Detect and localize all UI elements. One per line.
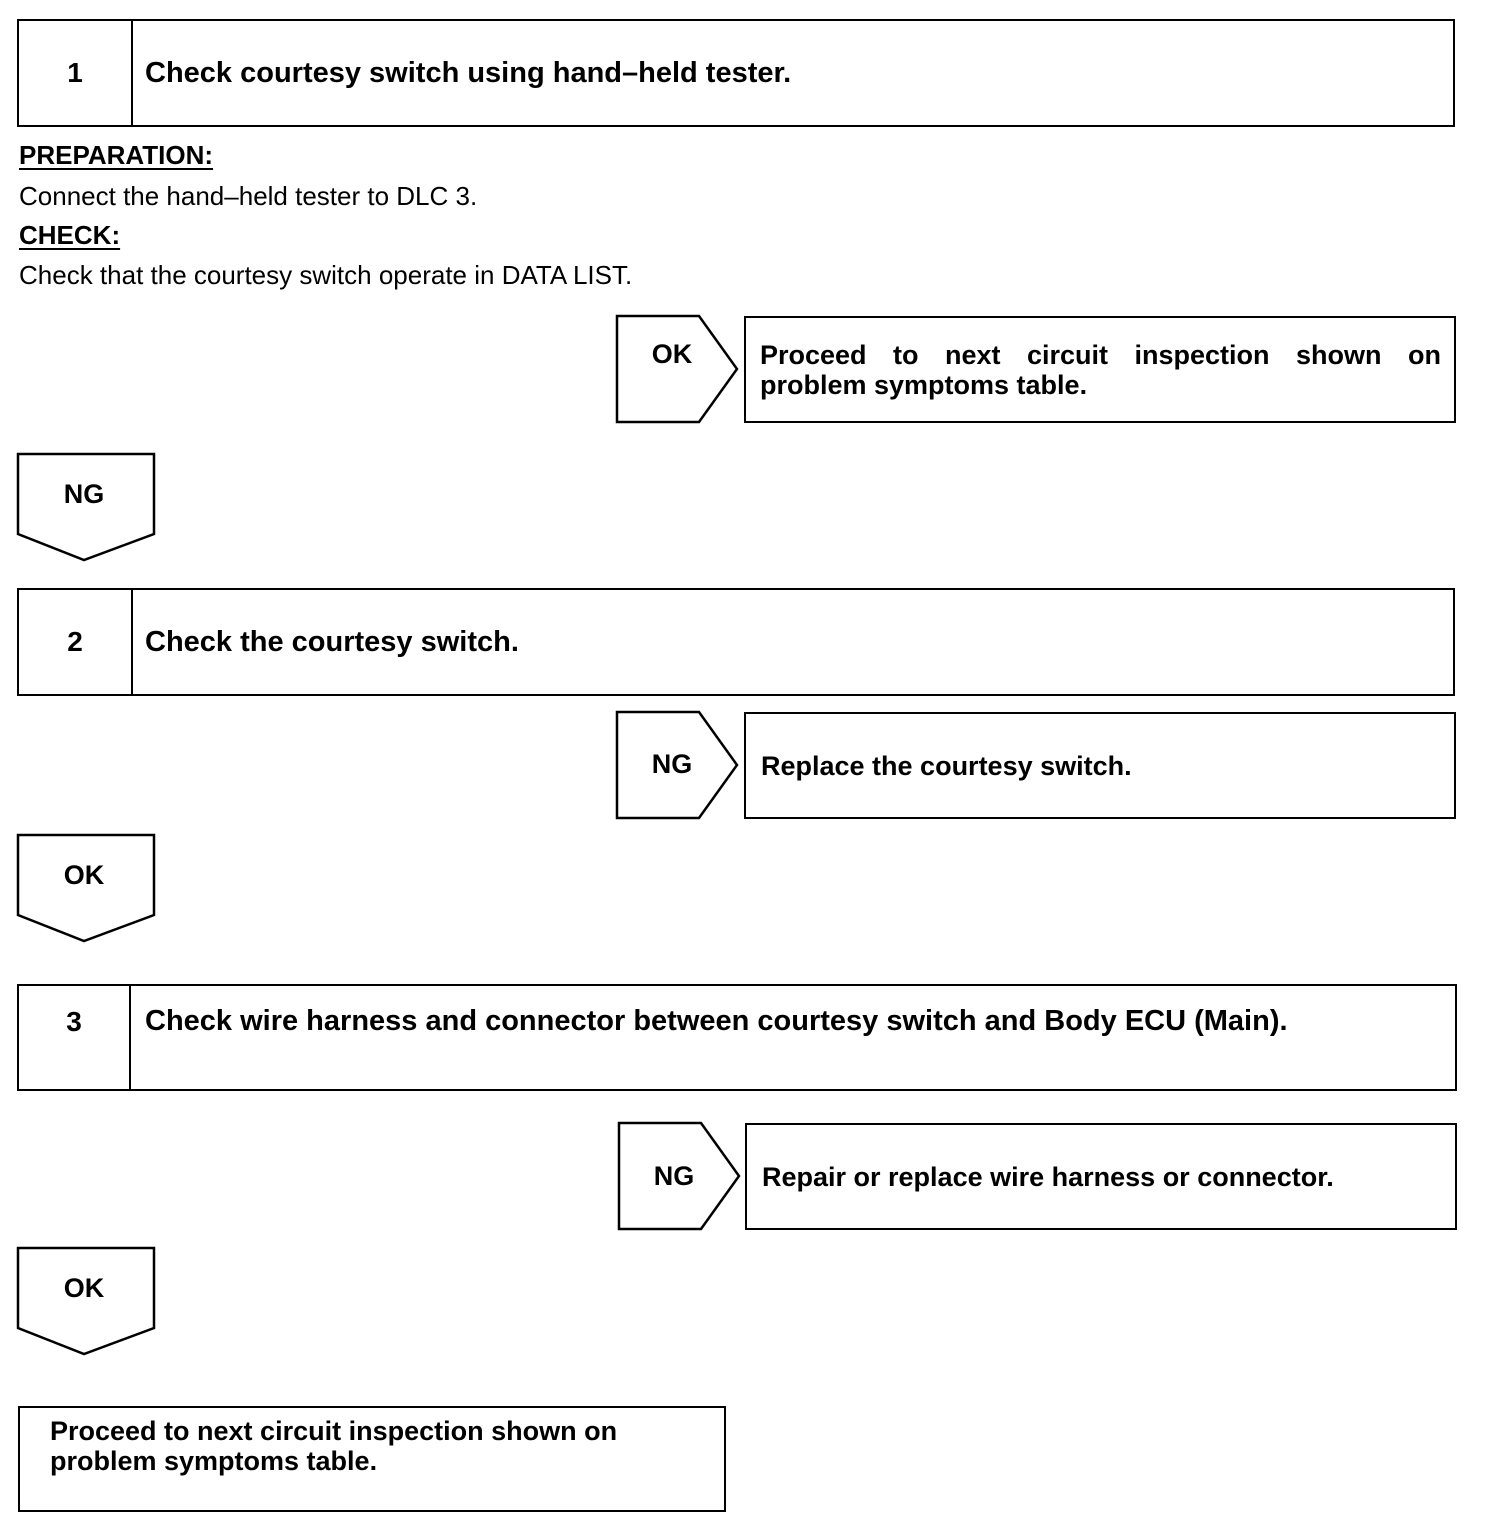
result-text: Replace the courtesy switch. (761, 750, 1132, 781)
step-title: Check courtesy switch using hand–held tester. (145, 56, 792, 89)
step-title: Check wire harness and connector between courtesy switch and Body ECU (Main). (145, 1005, 1288, 1037)
branch-label-ok: OK (63, 1272, 105, 1303)
result-text: Proceed to next circuit inspection shown on problem symptoms table. (760, 340, 1441, 400)
result-box-step2-ng (744, 712, 1456, 819)
result-text: Repair or replace wire harness or connector. (762, 1161, 1334, 1192)
step-number: 3 (19, 986, 131, 1089)
branch-label-ng: NG (63, 478, 105, 509)
step-2-box (17, 588, 1455, 696)
preparation-label: PREPARATION: (19, 140, 214, 170)
final-result-box (18, 1406, 726, 1512)
result-box-step1-ok (744, 316, 1456, 423)
branch-label-ng: NG (653, 1160, 695, 1191)
branch-label-ok: OK (63, 859, 105, 890)
check-text: Check that the courtesy switch operate in DATA LIST. (19, 260, 633, 290)
result-box-step3-ng (745, 1123, 1457, 1230)
step-title: Check the courtesy switch. (145, 625, 519, 658)
branch-label-ok: OK (651, 338, 693, 369)
branch-label-ng: NG (651, 748, 693, 779)
step-number: 2 (19, 590, 133, 694)
check-label: CHECK: (19, 220, 121, 250)
preparation-text: Connect the hand–held tester to DLC 3. (19, 181, 478, 211)
step-3-box (17, 984, 1457, 1091)
final-text: Proceed to next circuit inspection shown on problem symptoms table. (50, 1416, 618, 1476)
step-number: 1 (19, 21, 133, 125)
step-1-box (17, 19, 1455, 127)
